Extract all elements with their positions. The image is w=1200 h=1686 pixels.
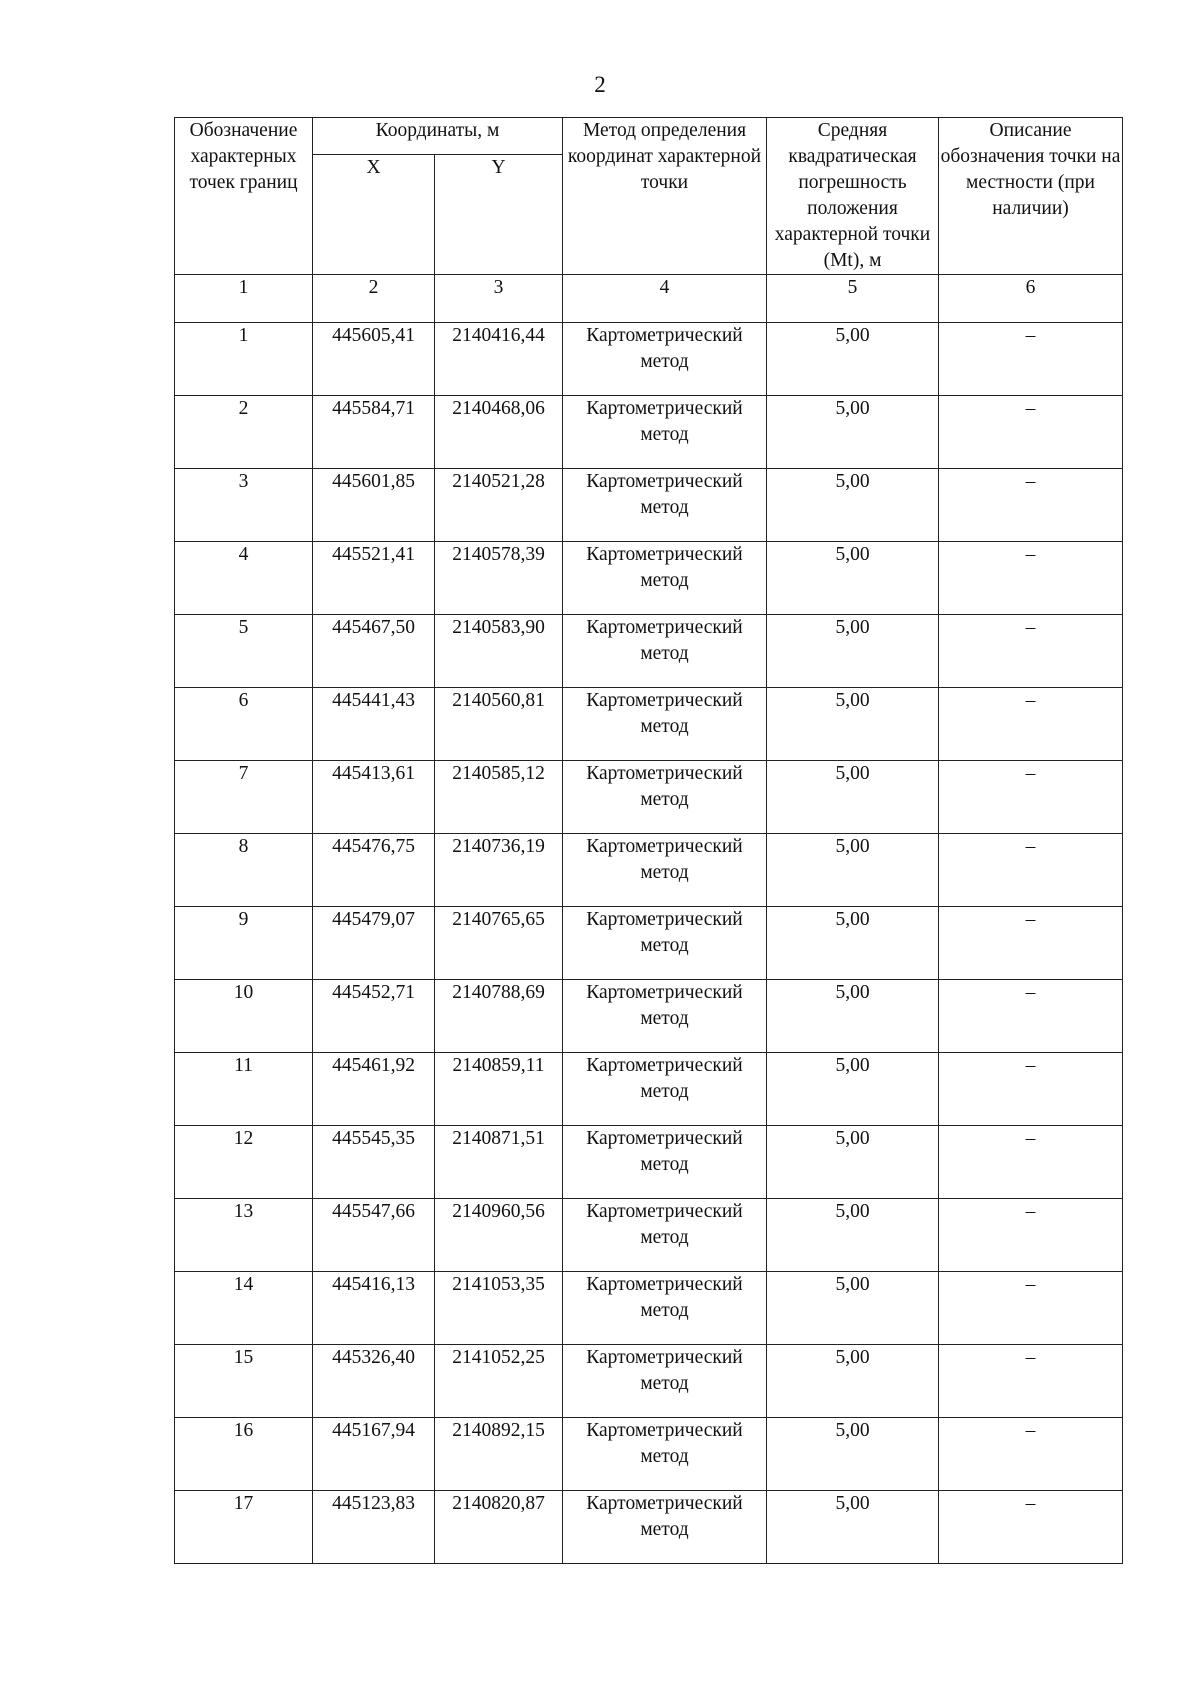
coordinate-y: 2140578,39	[435, 542, 563, 615]
coordinates-table	[174, 117, 1123, 1564]
table-row	[175, 1272, 1123, 1345]
coordinate-x: 445467,50	[313, 615, 435, 688]
column-number: 3	[435, 275, 563, 323]
column-number: 2	[313, 275, 435, 323]
table-row	[175, 469, 1123, 542]
header-designation: Обозначение характерных точек границ	[175, 118, 313, 275]
coordinate-x: 445413,61	[313, 761, 435, 834]
error-cell: 5,00	[767, 980, 939, 1053]
method-cell: Картометрический метод	[563, 907, 767, 980]
table-row	[175, 542, 1123, 615]
table-row	[175, 1199, 1123, 1272]
error-cell: 5,00	[767, 1418, 939, 1491]
coordinate-x: 445545,35	[313, 1126, 435, 1199]
error-cell: 5,00	[767, 615, 939, 688]
point-number: 15	[175, 1345, 313, 1418]
description-cell: –	[939, 761, 1123, 834]
description-cell: –	[939, 688, 1123, 761]
point-number: 11	[175, 1053, 313, 1126]
coordinate-x: 445452,71	[313, 980, 435, 1053]
table-row	[175, 834, 1123, 907]
point-number: 6	[175, 688, 313, 761]
method-cell: Картометрический метод	[563, 542, 767, 615]
coordinate-y: 2140416,44	[435, 323, 563, 396]
description-cell: –	[939, 615, 1123, 688]
coordinate-x: 445461,92	[313, 1053, 435, 1126]
column-number: 5	[767, 275, 939, 323]
coordinate-y: 2141052,25	[435, 1345, 563, 1418]
method-cell: Картометрический метод	[563, 1126, 767, 1199]
coordinate-y: 2140788,69	[435, 980, 563, 1053]
error-cell: 5,00	[767, 1272, 939, 1345]
coordinate-y: 2140960,56	[435, 1199, 563, 1272]
error-cell: 5,00	[767, 688, 939, 761]
point-number: 5	[175, 615, 313, 688]
coordinate-y: 2140859,11	[435, 1053, 563, 1126]
coordinate-x: 445521,41	[313, 542, 435, 615]
error-cell: 5,00	[767, 907, 939, 980]
coordinate-y: 2140820,87	[435, 1491, 563, 1564]
coordinate-y: 2140583,90	[435, 615, 563, 688]
table-row	[175, 1418, 1123, 1491]
coordinate-x: 445479,07	[313, 907, 435, 980]
coordinate-x: 445605,41	[313, 323, 435, 396]
description-cell: –	[939, 1126, 1123, 1199]
error-cell: 5,00	[767, 469, 939, 542]
column-number: 1	[175, 275, 313, 323]
description-cell: –	[939, 469, 1123, 542]
description-cell: –	[939, 980, 1123, 1053]
method-cell: Картометрический метод	[563, 980, 767, 1053]
description-cell: –	[939, 1491, 1123, 1564]
error-cell: 5,00	[767, 834, 939, 907]
coordinate-x: 445601,85	[313, 469, 435, 542]
table-row	[175, 1345, 1123, 1418]
coordinate-x: 445416,13	[313, 1272, 435, 1345]
description-cell: –	[939, 1345, 1123, 1418]
coordinate-x: 445476,75	[313, 834, 435, 907]
coordinate-y: 2140468,06	[435, 396, 563, 469]
method-cell: Картометрический метод	[563, 1272, 767, 1345]
coordinate-y: 2141053,35	[435, 1272, 563, 1345]
coordinate-y: 2140765,65	[435, 907, 563, 980]
table-body	[175, 323, 1123, 1564]
coordinate-x: 445123,83	[313, 1491, 435, 1564]
description-cell: –	[939, 907, 1123, 980]
point-number: 10	[175, 980, 313, 1053]
method-cell: Картометрический метод	[563, 323, 767, 396]
point-number: 16	[175, 1418, 313, 1491]
description-cell: –	[939, 1418, 1123, 1491]
error-cell: 5,00	[767, 761, 939, 834]
error-cell: 5,00	[767, 396, 939, 469]
header-coordinates: Координаты, м	[313, 118, 563, 155]
coordinate-y: 2140871,51	[435, 1126, 563, 1199]
description-cell: –	[939, 834, 1123, 907]
method-cell: Картометрический метод	[563, 688, 767, 761]
table-row	[175, 761, 1123, 834]
description-cell: –	[939, 1199, 1123, 1272]
error-cell: 5,00	[767, 1126, 939, 1199]
error-cell: 5,00	[767, 1345, 939, 1418]
error-cell: 5,00	[767, 323, 939, 396]
header-error: Средняя квадратическая погрешность положения характерной точки (Mt), м	[767, 118, 939, 275]
coordinate-y: 2140585,12	[435, 761, 563, 834]
header-x: X	[313, 155, 435, 275]
coordinate-x: 445326,40	[313, 1345, 435, 1418]
header-y: Y	[435, 155, 563, 275]
description-cell: –	[939, 1053, 1123, 1126]
coordinate-x: 445584,71	[313, 396, 435, 469]
method-cell: Картометрический метод	[563, 1053, 767, 1126]
point-number: 14	[175, 1272, 313, 1345]
description-cell: –	[939, 396, 1123, 469]
table-row	[175, 323, 1123, 396]
coordinate-y: 2140892,15	[435, 1418, 563, 1491]
error-cell: 5,00	[767, 1053, 939, 1126]
method-cell: Картометрический метод	[563, 1418, 767, 1491]
table-row	[175, 688, 1123, 761]
method-cell: Картометрический метод	[563, 1199, 767, 1272]
coordinate-y: 2140521,28	[435, 469, 563, 542]
point-number: 17	[175, 1491, 313, 1564]
error-cell: 5,00	[767, 1491, 939, 1564]
coordinate-x: 445441,43	[313, 688, 435, 761]
table-row	[175, 1053, 1123, 1126]
point-number: 4	[175, 542, 313, 615]
column-number: 4	[563, 275, 767, 323]
column-number: 6	[939, 275, 1123, 323]
coordinate-y: 2140736,19	[435, 834, 563, 907]
method-cell: Картометрический метод	[563, 396, 767, 469]
point-number: 9	[175, 907, 313, 980]
header-method: Метод определения координат характерной точки	[563, 118, 767, 275]
point-number: 8	[175, 834, 313, 907]
point-number: 1	[175, 323, 313, 396]
point-number: 12	[175, 1126, 313, 1199]
coordinate-y: 2140560,81	[435, 688, 563, 761]
method-cell: Картометрический метод	[563, 761, 767, 834]
table-row	[175, 980, 1123, 1053]
point-number: 3	[175, 469, 313, 542]
description-cell: –	[939, 542, 1123, 615]
table-row	[175, 1126, 1123, 1199]
description-cell: –	[939, 323, 1123, 396]
point-number: 13	[175, 1199, 313, 1272]
header-description: Описание обозначения точки на местности (при наличии)	[939, 118, 1123, 275]
coordinate-x: 445547,66	[313, 1199, 435, 1272]
table-row	[175, 396, 1123, 469]
method-cell: Картометрический метод	[563, 1491, 767, 1564]
coordinate-x: 445167,94	[313, 1418, 435, 1491]
table-row	[175, 615, 1123, 688]
description-cell: –	[939, 1272, 1123, 1345]
table-row	[175, 907, 1123, 980]
table-row	[175, 1491, 1123, 1564]
method-cell: Картометрический метод	[563, 1345, 767, 1418]
error-cell: 5,00	[767, 1199, 939, 1272]
point-number: 2	[175, 396, 313, 469]
error-cell: 5,00	[767, 542, 939, 615]
point-number: 7	[175, 761, 313, 834]
method-cell: Картометрический метод	[563, 834, 767, 907]
method-cell: Картометрический метод	[563, 469, 767, 542]
page-number: 2	[594, 72, 606, 97]
method-cell: Картометрический метод	[563, 615, 767, 688]
